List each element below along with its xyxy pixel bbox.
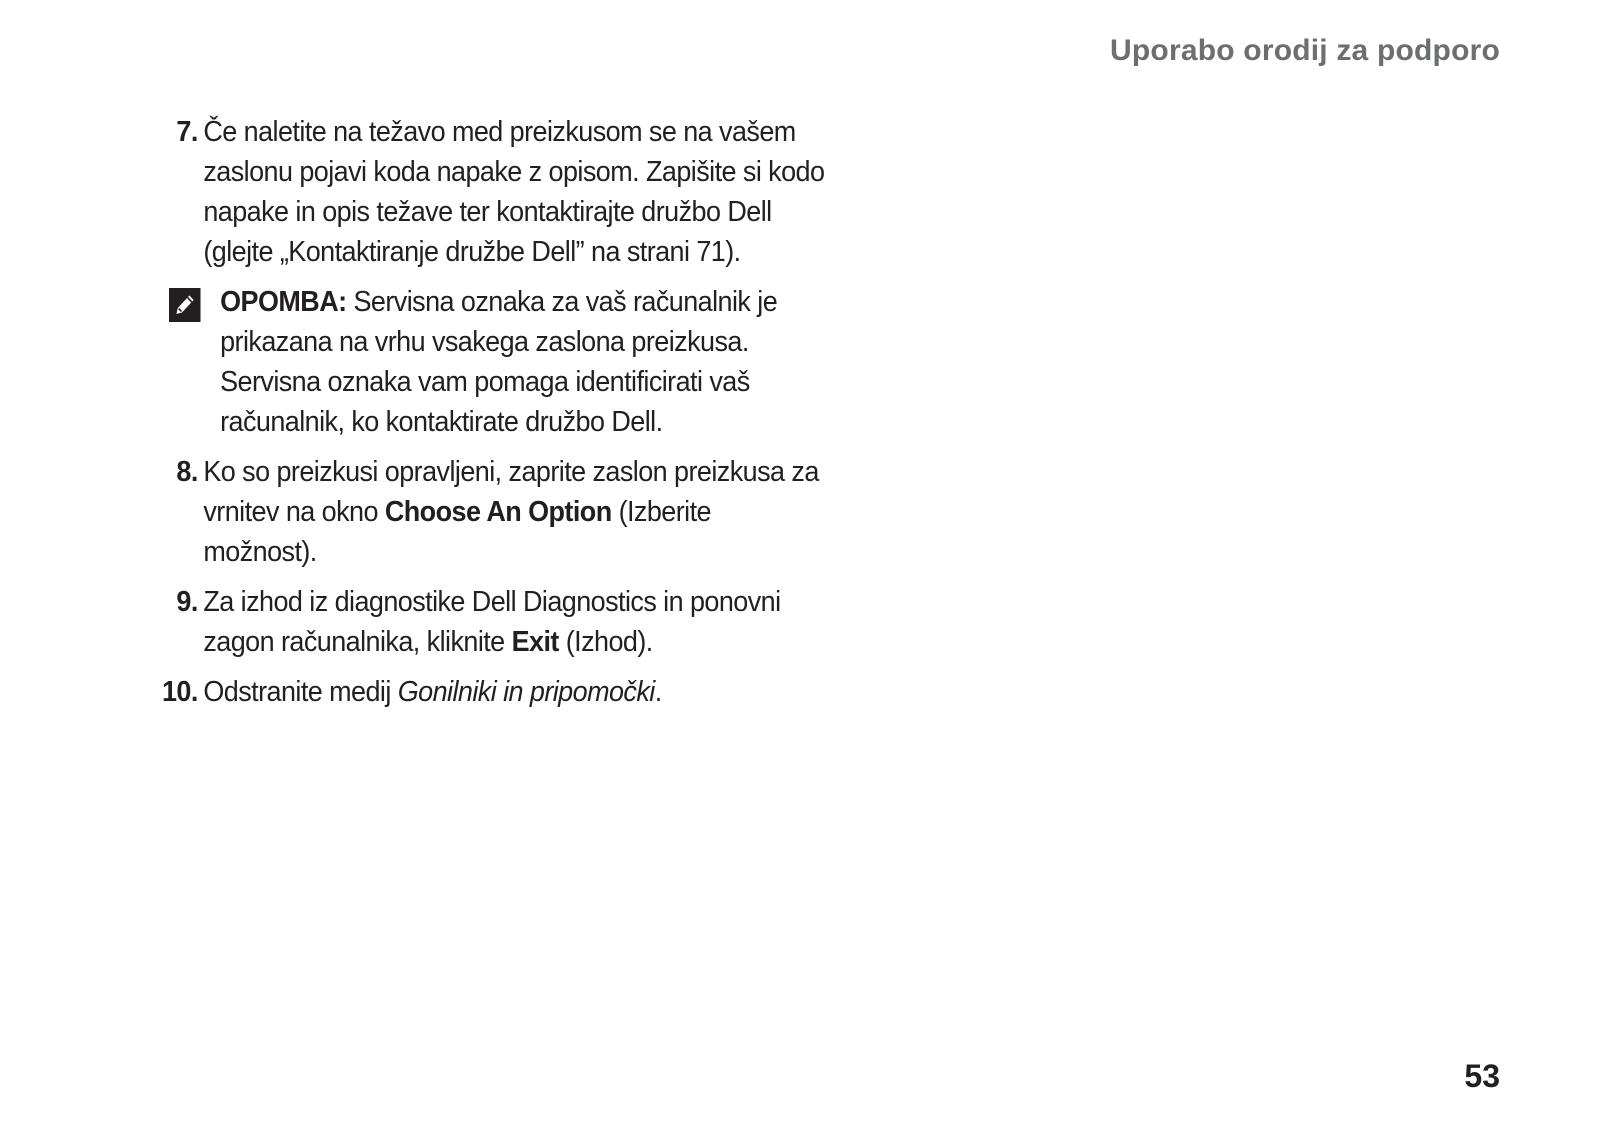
step-text-tail: . bbox=[654, 676, 662, 708]
page-content bbox=[155, 112, 825, 722]
note-label: OPOMBA: bbox=[220, 286, 347, 318]
step-number: 8. bbox=[176, 456, 198, 488]
step-number: 9. bbox=[176, 586, 198, 618]
running-header: Uporabo orodij za podporo bbox=[1110, 34, 1500, 67]
note-pencil-icon bbox=[169, 288, 201, 322]
media-name: Gonilniki in pripomočki bbox=[397, 676, 655, 708]
step-10 bbox=[155, 672, 825, 712]
step-8 bbox=[155, 452, 825, 572]
step-text: Če naletite na težavo med preizkusom se na vašem zaslonu pojavi koda napake z opisom. Zapišite si kodo napake in opis težave ter kontaktirajte družbo Dell (glejte „Kontaktiranje družbe Dell” na strani 71). bbox=[203, 116, 825, 268]
option-window-name: Choose An Option bbox=[384, 496, 612, 528]
page-number: 53 bbox=[1464, 1058, 1500, 1094]
step-text: Za izhod iz diagnostike Dell Diagnostics in ponovni zagon računalnika, kliknite bbox=[203, 586, 781, 658]
note-text: Servisna oznaka za vaš računalnik je prikazana na vrhu vsakega zaslona preizkusa. Servisna oznaka vam pomaga identificirati vaš računalnik, ko kontaktirate družbo Dell. bbox=[220, 286, 778, 438]
step-text: Odstranite medij bbox=[203, 676, 398, 708]
step-number: 7. bbox=[176, 116, 198, 148]
exit-label: Exit bbox=[511, 626, 559, 658]
step-text-tail: (Izberite možnost). bbox=[203, 496, 711, 568]
step-9 bbox=[155, 582, 825, 662]
step-text-tail: (Izhod). bbox=[558, 626, 653, 658]
step-number: 10. bbox=[161, 676, 198, 708]
step-7 bbox=[155, 112, 825, 272]
step-text: Ko so preizkusi opravljeni, zaprite zaslon preizkusa za vrnitev na okno bbox=[203, 456, 819, 528]
note-block bbox=[155, 282, 825, 442]
